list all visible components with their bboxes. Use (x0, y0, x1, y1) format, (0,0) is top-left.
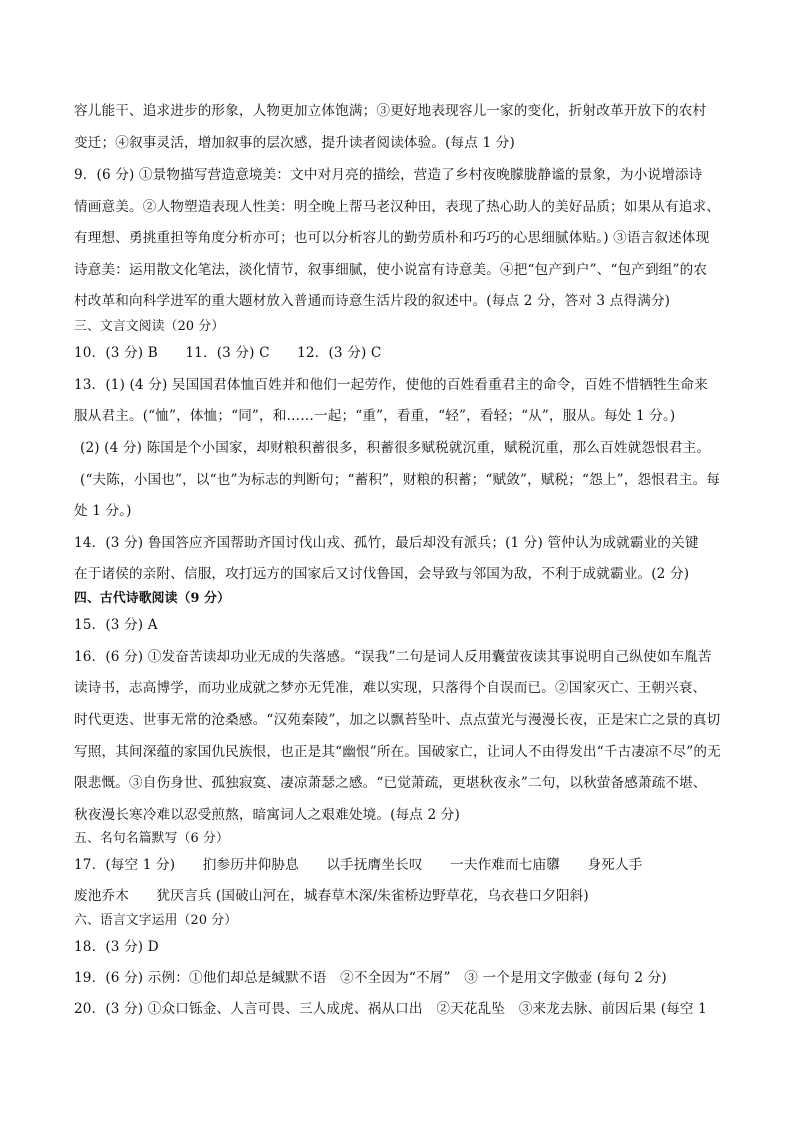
text-line: (“夫陈，小国也”，以“也”为标志的判断句；“蓄积”，财粮的积蓄；“赋敛”，赋税；“怨上”，怨恨君主。每 (80, 472, 720, 488)
answer-20-line: 20．(3 分) ①众口铄金、人言可畏、三人成虎、祸从口出 ②天花乱坠 ③来龙去脉、前因后果 (每空 1 (74, 1001, 707, 1017)
text-line: 时代更迭、世事无常的沧桑感。“汉苑秦陵”，加之以飘苔坠叶、点点萤光与漫漫长夜，正是宋亡之景的真切 (74, 712, 721, 728)
answer-19-line: 19．(6 分) 示例：①他们却总是缄默不语 ②不全因为“不屑” ③ 一个是用文字傲壶 (每句 2 分) (74, 970, 667, 986)
answer-13-line: 13．(1) (4 分) 吴国国君体恤百姓并和他们一起劳作，使他的百姓看重君主的命令，百姓不惜牺牲生命来 (74, 377, 708, 393)
text-line: 诗意美：运用散文化笔法，淡化情节，叙事细腻，使小说富有诗意美。④把“包产到户”、“包产到组”的农 (74, 262, 708, 278)
text-line: 处 1 分。) (74, 503, 132, 519)
text-line: 变迁；④叙事灵活，增加叙事的层次感，提升读者阅读体验。(每点 1 分) (74, 135, 515, 151)
section-heading-5: 五、名句名篇默写（6 分） (74, 831, 229, 846)
section-heading-4: 四、古代诗歌阅读（9 分） (74, 591, 231, 606)
answer-9-line: 9．(6 分) ①景物描写营造意境美：文中对月亮的描绘，营造了乡村夜晚朦胧静谧的景象，为小说增添诗 (74, 167, 703, 183)
text-line: 村改革和向科学进军的重大题材放入普通而诗意生活片段的叙述中。(每点 2 分，答对 3 点得满分) (74, 293, 671, 309)
text-line: 读诗书，志高博学，而功业成就之梦亦无凭准，难以实现，只落得个自误而已。②国家灭亡、王朝兴衰、 (74, 680, 707, 696)
text-line: 容儿能干、追求进步的形象，人物更加立体饱满；③更好地表现容儿一家的变化，折射改革开放下的农村 (74, 103, 707, 119)
text-line: 有理想、勇挑重担等角度分析亦可；也可以分析容儿的勤劳质朴和巧巧的心思细腻体贴。) ③语言叙述体现 (74, 230, 710, 246)
text-line: 限悲慨。③自伤身世、孤独寂寞、凄凉萧瑟之感。“已觉萧疏，更堪秋夜永”二句，以秋萤备感萧疏不堪、 (74, 775, 707, 791)
answer-15-line: 15．(3 分) A (74, 617, 158, 633)
text-line: (2) (4 分) 陈国是个小国家，却财粮积蓄很多，积蓄很多赋税就沉重，赋税沉重，那么百姓就怨恨君主。 (80, 440, 711, 456)
answer-18-line: 18．(3 分) D (74, 939, 159, 955)
section-heading-6: 六、语言文字运用（20 分） (74, 913, 238, 928)
text-line: 情画意美。②人物塑造表现人性美：明全晚上帮马老汉种田，表现了热心助人的美好品质；如果从有追求、 (74, 199, 720, 215)
answer-17-line: 17．(每空 1 分) 扪参历井仰胁息 以手抚膺坐长叹 一夫作难而七庙隳 身死人手 (74, 857, 643, 873)
text-line: 在于诸侯的亲附、信服，攻打远方的国家后又讨伐鲁国，会导致与邻国为敌，不利于成就霸业。(2 分) (74, 566, 690, 582)
text-line: 废池乔木 犹厌言兵 (国破山河在，城春草木深/朱雀桥边野草花，乌衣巷口夕阳斜) (74, 888, 589, 904)
section-heading-3: 三、文言文阅读（20 分） (74, 319, 225, 334)
answer-16-line: 16．(6 分) ①发奋苦读却功业无成的失落感。“误我”二句是词人反用囊萤夜读其事说明自己纵使如车胤苦 (74, 649, 712, 665)
text-line: 写照，其间深蕴的家国仇民族恨，也正是其“幽恨”所在。国破家亡，让词人不由得发出“千古凄凉不尽”的无 (74, 744, 721, 760)
text-line: 秋夜漫长寒冷难以忍受煎熬，暗寓词人之艰难处境。(每点 2 分) (74, 807, 460, 823)
text-line: 服从君主。(“恤”，体恤；“同”，和……一起；“重”，看重，“轻”，看轻；“从”，服从。每处 1 分。) (74, 408, 676, 424)
answer-14-line: 14．(3 分) 鲁国答应齐国帮助齐国讨伐山戎、孤竹，最后却没有派兵；(1 分) 管仲认为成就霸业的关键 (74, 535, 699, 551)
answers-10-12-line: 10．(3 分) B 11．(3 分) C 12．(3 分) C (74, 345, 382, 361)
